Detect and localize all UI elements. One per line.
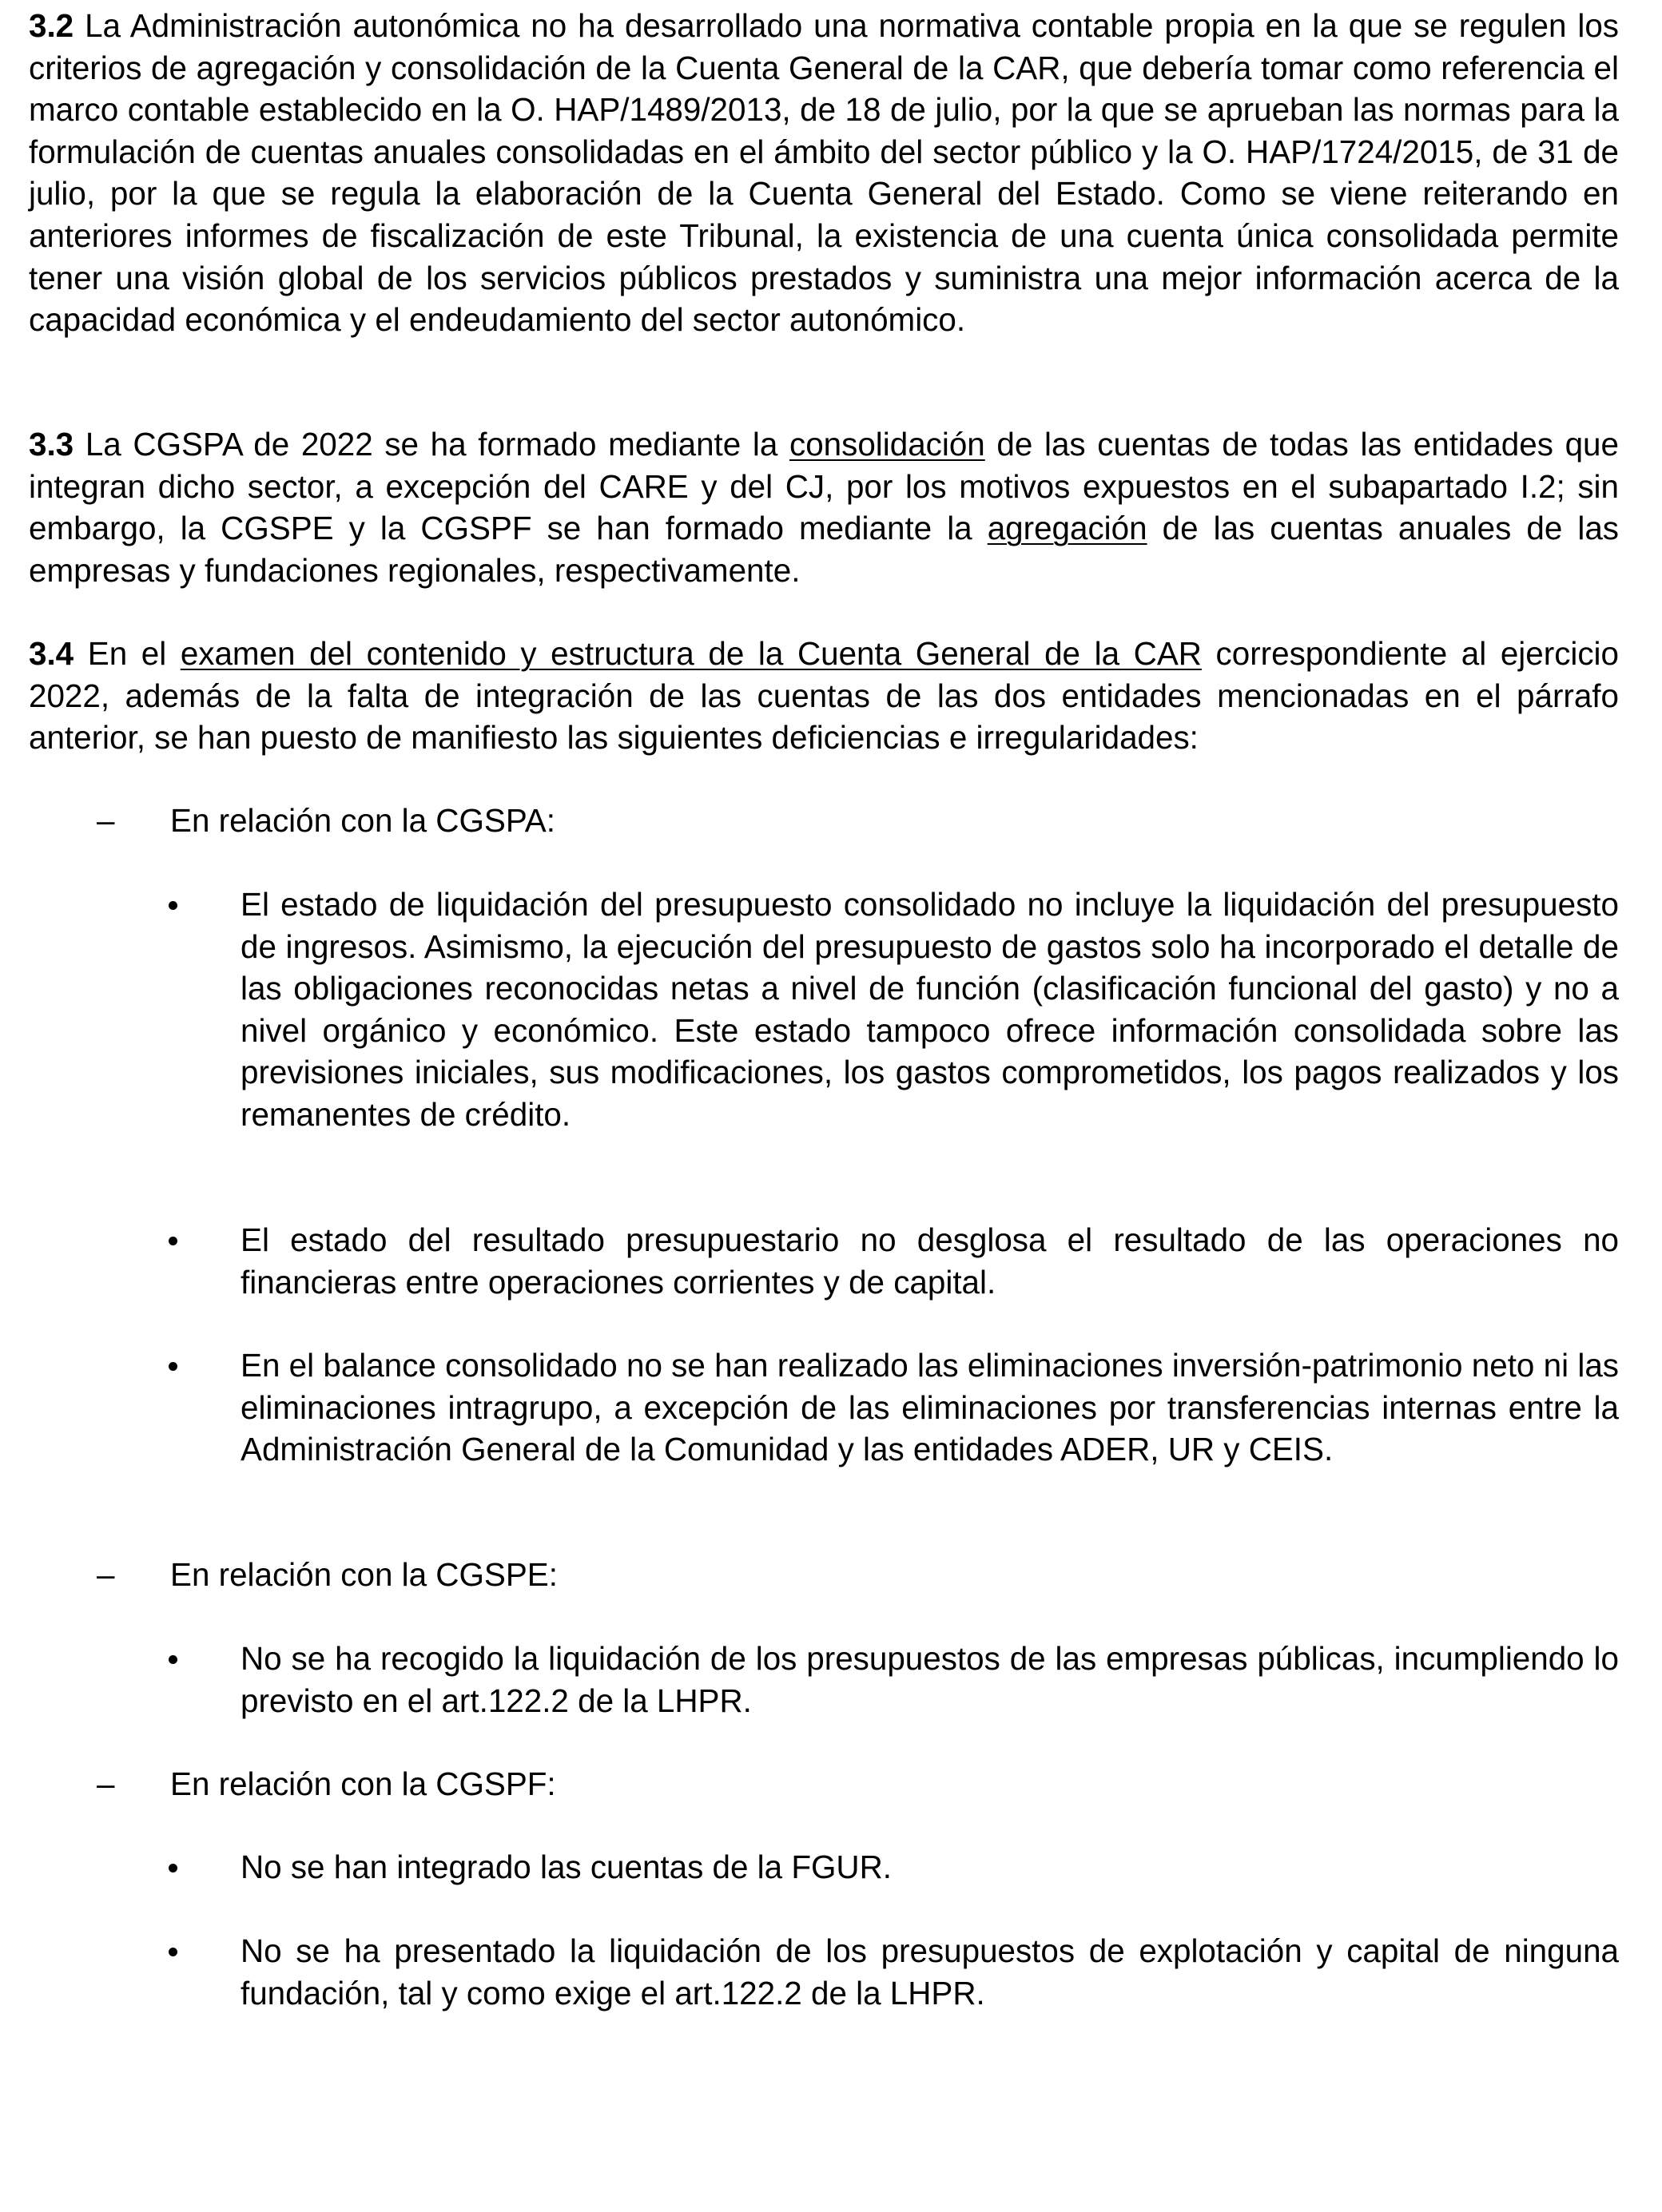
bullet-dot-icon (169, 1237, 177, 1245)
paragraph-3-4-part1: En el (74, 635, 181, 672)
paragraph-3-4-part2: correspondiente al ejercicio 2022, además de la falta de integración de las cuentas de las dos entidades mencionadas en el párrafo anterior, se han puesto de manifiesto las siguientes deficiencias e irregularidades: (29, 635, 1619, 757)
paragraph-3-2 (29, 5, 1619, 341)
dash-heading-cgspe: En relación con la CGSPE: (170, 1556, 558, 1593)
bullet-dot-icon (169, 901, 177, 910)
paragraph-3-3-part2: de las cuentas de todas las entidades que integran dicho sector, a excepción del CARE y del CJ, por los motivos expuestos en el subapartado I.2; sin embargo, la CGSPE y la CGSPF se han formado mediante la (29, 426, 1619, 547)
underlined-consolidacion: consolidación (789, 426, 985, 463)
paragraph-3-2-text: La Administración autonómica no ha desarrollado una normativa contable propia en la que se regulen los criterios de agregación y consolidación de la Cuenta General de la CAR, que debería tomar como referencia el marco contable establecido en la O. HAP/1489/2013, de 18 de julio, por la que se aprueban las normas para la formulación de cuentas anuales consolidadas en el ámbito del sector público y la O. HAP/1724/2015, de 31 de julio, por la que se regula la elaboración de la Cuenta General del Estado. Como se viene reiterando en anteriores informes de fiscalización de este Tribunal, la existencia de una cuenta única consolidada permite tener una visión global de los servicios públicos prestados y suministra una mejor información acerca de la capacidad económica y el endeudamiento del sector autonómico. (29, 7, 1619, 339)
bullet-dot-icon (169, 1948, 177, 1956)
dash-marker: – (97, 1556, 115, 1593)
dash-marker: – (97, 1765, 115, 1802)
bullet-dot-icon (169, 1655, 177, 1664)
dash-heading-cgspf: En relación con la CGSPF: (170, 1765, 556, 1802)
bullet-text: El estado del resultado presupuestario no desglosa el resultado de las operaciones no financieras entre operaciones corrientes y de capital. (241, 1221, 1619, 1301)
section-number-3-3: 3.3 (29, 426, 74, 463)
underlined-examen: examen del contenido y estructura de la Cuenta General de la CAR (180, 635, 1202, 672)
underlined-agregacion: agregación (987, 510, 1147, 547)
bullet-text: No se ha presentado la liquidación de los presupuestos de explotación y capital de ninguna fundación, tal y como exige el art.122.2 de la LHPR. (241, 1932, 1619, 2011)
bullet-dot-icon (169, 1362, 177, 1371)
paragraph-3-4 (29, 633, 1619, 759)
dash-heading-cgspa: En relación con la CGSPA: (170, 802, 555, 839)
paragraph-3-3-part3: de las cuentas anuales de las empresas y fundaciones regionales, respectivamente. (29, 510, 1619, 589)
bullet-text: El estado de liquidación del presupuesto consolidado no incluye la liquidación del presupuesto de ingresos. Asimismo, la ejecución del presupuesto de gastos solo ha incorporado el detalle de las obligaciones reconocidas netas a nivel de función (clasificación funcional del gasto) y no a nivel orgánico y económico. Este estado tampoco ofrece información consolidada sobre las previsiones iniciales, sus modificaciones, los gastos comprometidos, los pagos realizados y los remanentes de crédito. (241, 886, 1619, 1133)
section-number-3-2: 3.2 (29, 7, 74, 44)
section-number-3-4: 3.4 (29, 635, 74, 672)
bullet-text: No se ha recogido la liquidación de los presupuestos de las empresas públicas, incumpliendo lo previsto en el art.122.2 de la LHPR. (241, 1640, 1619, 1719)
paragraph-3-3-part1: La CGSPA de 2022 se ha formado mediante la (74, 426, 789, 463)
bullet-text: En el balance consolidado no se han realizado las eliminaciones inversión-patrimonio neto ni las eliminaciones intragrupo, a excepción de las eliminaciones por transferencias internas entre la Administración General de la Comunidad y las entidades ADER, UR y CEIS. (241, 1347, 1619, 1468)
bullet-dot-icon (169, 1864, 177, 1872)
paragraph-3-3 (29, 423, 1619, 591)
bullet-text: No se han integrado las cuentas de la FGUR. (241, 1849, 892, 1885)
dash-marker: – (97, 802, 115, 839)
